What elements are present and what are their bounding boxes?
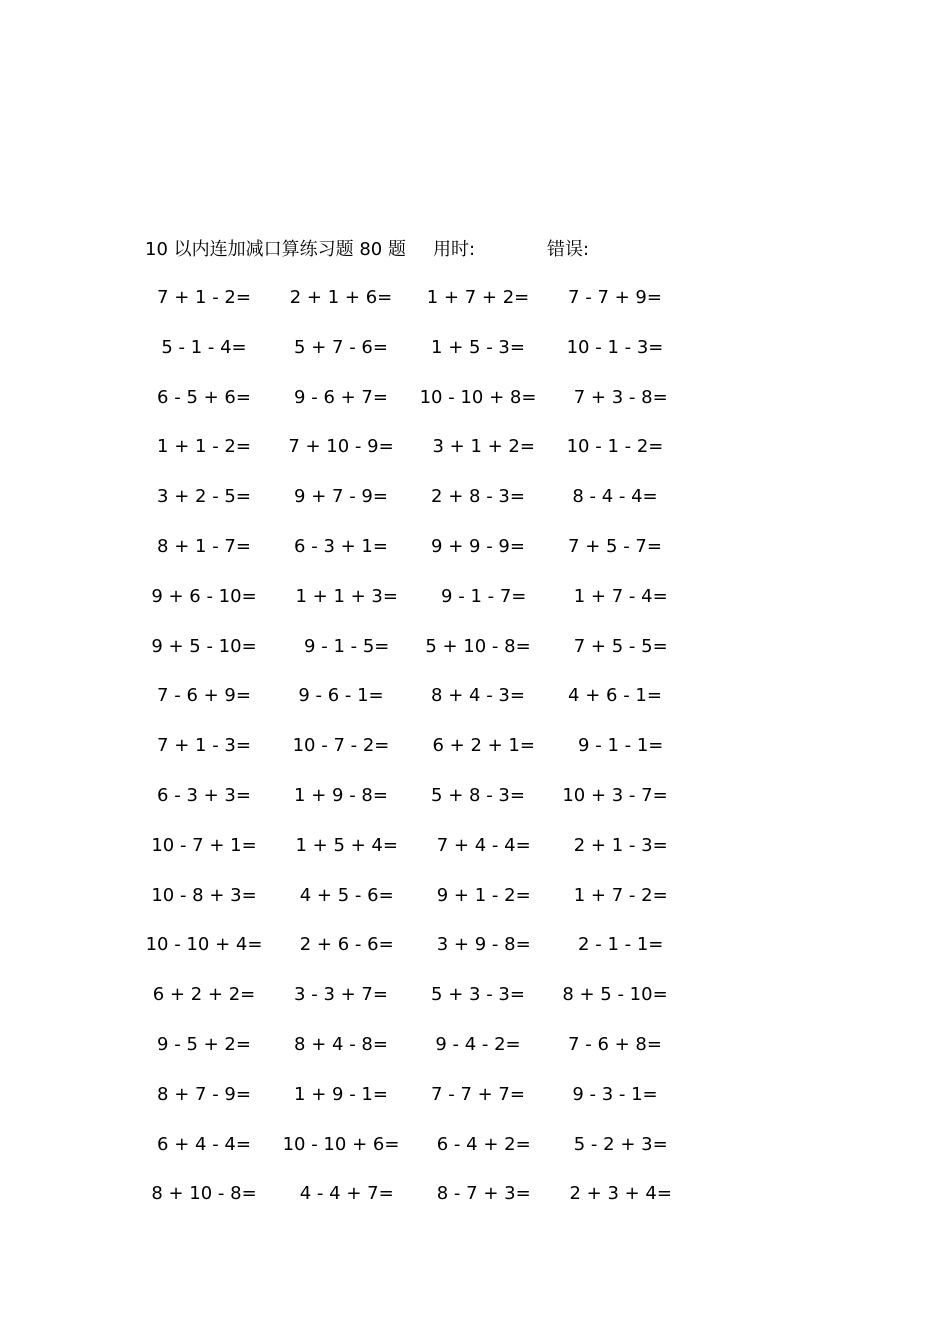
problem-row <box>0 981 950 1031</box>
arithmetic-problem: 1 + 1 - 2= <box>157 436 251 458</box>
arithmetic-problem: 7 + 1 - 3= <box>157 735 251 757</box>
problem-row <box>0 832 950 882</box>
problem-row <box>0 1081 950 1131</box>
problem-row <box>0 1131 950 1181</box>
arithmetic-problem: 1 + 9 - 1= <box>294 1083 388 1105</box>
arithmetic-problem: 7 - 7 + 7= <box>431 1083 525 1105</box>
arithmetic-problem: 7 + 3 - 8= <box>562 386 668 408</box>
arithmetic-problem: 7 + 5 - 7= <box>568 535 662 557</box>
arithmetic-problem: 9 - 6 + 7= <box>294 386 388 408</box>
arithmetic-problem: 2 + 3 + 4= <box>558 1183 672 1205</box>
problem-row <box>0 483 950 533</box>
problem-row <box>0 533 950 583</box>
arithmetic-problem: 8 + 5 - 10= <box>562 984 668 1006</box>
arithmetic-problem: 10 - 10 + 6= <box>282 1133 400 1155</box>
arithmetic-problem: 5 + 3 - 3= <box>431 984 525 1006</box>
arithmetic-problem: 7 + 5 - 5= <box>562 635 668 657</box>
problem-row <box>0 284 950 334</box>
arithmetic-problem: 9 - 6 - 1= <box>298 685 384 707</box>
arithmetic-problem: 9 - 1 - 1= <box>566 735 664 757</box>
arithmetic-problem: 3 + 1 + 2= <box>421 436 535 458</box>
arithmetic-problem: 9 + 7 - 9= <box>294 486 388 508</box>
error-count-label: 错误: <box>547 239 590 260</box>
arithmetic-problem: 6 - 3 + 3= <box>157 784 251 806</box>
arithmetic-problem: 4 + 5 - 6= <box>288 884 394 906</box>
arithmetic-problem: 6 + 2 + 1= <box>421 735 535 757</box>
arithmetic-problem: 5 + 8 - 3= <box>431 784 525 806</box>
arithmetic-problem: 8 + 7 - 9= <box>157 1083 251 1105</box>
arithmetic-problem: 4 + 6 - 1= <box>568 685 662 707</box>
problem-row <box>0 633 950 683</box>
arithmetic-problem: 3 + 2 - 5= <box>157 486 251 508</box>
problem-row <box>0 931 950 981</box>
arithmetic-problem: 5 - 1 - 4= <box>161 336 247 358</box>
arithmetic-problem: 9 + 9 - 9= <box>431 535 525 557</box>
arithmetic-problem: 2 + 6 - 6= <box>288 934 394 956</box>
arithmetic-problem: 8 + 10 - 8= <box>151 1183 257 1205</box>
arithmetic-problem: 9 - 1 - 7= <box>429 585 527 607</box>
arithmetic-problem: 10 - 8 + 3= <box>151 884 257 906</box>
arithmetic-problem: 9 - 3 - 1= <box>572 1083 658 1105</box>
arithmetic-problem: 1 + 5 + 4= <box>284 834 398 856</box>
arithmetic-problem: 5 + 10 - 8= <box>425 635 531 657</box>
problem-row <box>0 583 950 633</box>
arithmetic-problem: 9 - 5 + 2= <box>157 1033 251 1055</box>
problem-row <box>0 682 950 732</box>
arithmetic-problem: 2 + 1 - 3= <box>562 834 668 856</box>
arithmetic-problem: 6 + 4 - 4= <box>157 1133 251 1155</box>
problem-row <box>0 1031 950 1081</box>
worksheet-title: 10 以内连加减口算练习题 80 题 <box>145 239 406 260</box>
arithmetic-problem: 6 + 2 + 2= <box>152 984 256 1006</box>
arithmetic-problem: 9 + 5 - 10= <box>151 635 257 657</box>
problem-row <box>0 433 950 483</box>
arithmetic-problem: 9 + 6 - 10= <box>151 585 257 607</box>
arithmetic-problem: 7 - 6 + 8= <box>568 1033 662 1055</box>
arithmetic-problem: 2 + 1 + 6= <box>289 287 393 308</box>
problem-row <box>0 334 950 384</box>
arithmetic-problem: 1 + 7 + 2= <box>426 287 530 308</box>
arithmetic-problem: 10 - 1 - 2= <box>566 436 664 458</box>
arithmetic-problem: 6 - 4 + 2= <box>425 1133 531 1155</box>
arithmetic-problem: 4 - 4 + 7= <box>288 1183 394 1205</box>
arithmetic-problem: 7 - 6 + 9= <box>157 685 251 707</box>
arithmetic-problem: 9 + 1 - 2= <box>425 884 531 906</box>
problem-row <box>0 732 950 782</box>
arithmetic-problem: 8 - 4 - 4= <box>572 486 658 508</box>
arithmetic-problem: 10 - 10 + 8= <box>419 386 537 408</box>
problem-row <box>0 1180 950 1230</box>
arithmetic-problem: 1 + 9 - 8= <box>294 784 388 806</box>
arithmetic-problem: 9 - 1 - 5= <box>292 635 390 657</box>
arithmetic-problem: 10 - 7 - 2= <box>292 735 390 757</box>
arithmetic-problem: 2 - 1 - 1= <box>566 934 664 956</box>
arithmetic-problem: 6 - 5 + 6= <box>157 386 251 408</box>
arithmetic-problem: 7 + 10 - 9= <box>288 436 394 458</box>
arithmetic-problem: 5 + 7 - 6= <box>294 336 388 358</box>
worksheet-header <box>0 236 950 264</box>
arithmetic-problem: 8 + 4 - 8= <box>294 1033 388 1055</box>
arithmetic-problem: 8 + 4 - 3= <box>431 685 525 707</box>
arithmetic-problem: 10 - 1 - 3= <box>566 336 664 358</box>
arithmetic-problem: 6 - 3 + 1= <box>294 535 388 557</box>
arithmetic-problem: 9 - 4 - 2= <box>435 1033 521 1055</box>
arithmetic-problem: 10 - 7 + 1= <box>151 834 257 856</box>
arithmetic-problem: 1 + 1 + 3= <box>284 585 398 607</box>
arithmetic-problem: 1 + 7 - 4= <box>562 585 668 607</box>
problem-row <box>0 882 950 932</box>
arithmetic-problem: 10 - 10 + 4= <box>145 934 263 956</box>
arithmetic-problem: 3 - 3 + 7= <box>294 984 388 1006</box>
problem-grid <box>0 284 950 1230</box>
arithmetic-problem: 5 - 2 + 3= <box>562 1133 668 1155</box>
arithmetic-problem: 8 + 1 - 7= <box>157 535 251 557</box>
problem-row <box>0 384 950 434</box>
arithmetic-problem: 1 + 5 - 3= <box>431 336 525 358</box>
arithmetic-problem: 8 - 7 + 3= <box>425 1183 531 1205</box>
arithmetic-problem: 7 - 7 + 9= <box>568 287 662 308</box>
arithmetic-problem: 2 + 8 - 3= <box>431 486 525 508</box>
problem-row <box>0 782 950 832</box>
arithmetic-problem: 7 + 4 - 4= <box>425 834 531 856</box>
arithmetic-problem: 1 + 7 - 2= <box>562 884 668 906</box>
arithmetic-problem: 7 + 1 - 2= <box>157 287 251 308</box>
arithmetic-problem: 3 + 9 - 8= <box>425 934 531 956</box>
arithmetic-problem: 10 + 3 - 7= <box>562 784 668 806</box>
time-used-label: 用时: <box>433 239 476 260</box>
